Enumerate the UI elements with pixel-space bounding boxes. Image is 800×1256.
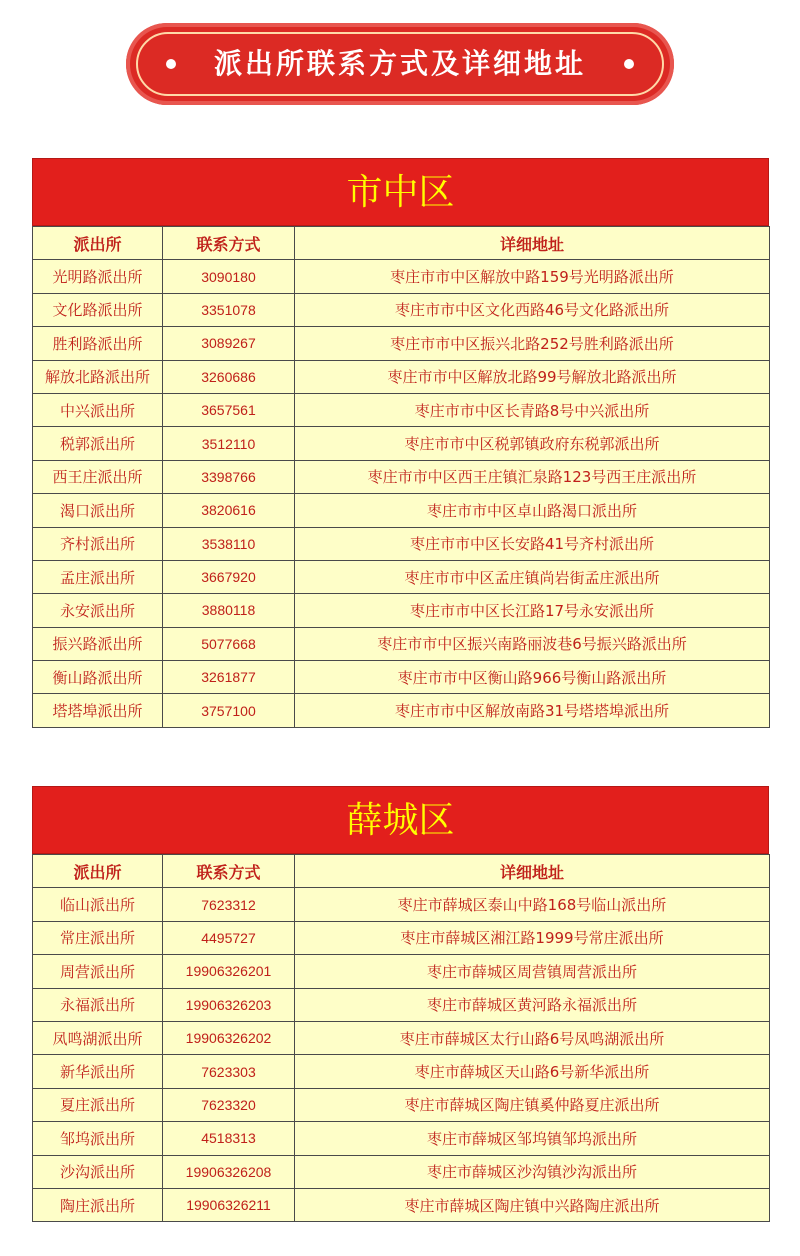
table-row	[33, 1188, 770, 1221]
column-header-station: 派出所	[33, 855, 163, 888]
phone-number: 19906326202	[163, 1021, 295, 1054]
phone-number: 3260686	[163, 360, 295, 393]
address: 枣庄市市中区衡山路966号衡山路派出所	[295, 661, 770, 694]
page-title: 派出所联系方式及详细地址	[213, 47, 586, 80]
title-banner	[126, 23, 674, 105]
phone-number: 3538110	[163, 527, 295, 560]
table-row	[33, 393, 770, 426]
phone-number: 3351078	[163, 293, 295, 326]
address: 枣庄市市中区解放中路159号光明路派出所	[295, 260, 770, 293]
address: 枣庄市市中区卓山路渴口派出所	[295, 494, 770, 527]
phone-number: 4495727	[163, 921, 295, 954]
station-name: 振兴路派出所	[33, 627, 163, 660]
table-row	[33, 1155, 770, 1188]
address: 枣庄市市中区长安路41号齐村派出所	[295, 527, 770, 560]
phone-number: 5077668	[163, 627, 295, 660]
table-row	[33, 888, 770, 921]
column-header-address: 详细地址	[295, 855, 770, 888]
phone-number: 3512110	[163, 427, 295, 460]
phone-number: 7623320	[163, 1088, 295, 1121]
table-row	[33, 594, 770, 627]
station-name: 永福派出所	[33, 988, 163, 1021]
phone-number: 4518313	[163, 1122, 295, 1155]
address: 枣庄市薛城区陶庄镇奚仲路夏庄派出所	[295, 1088, 770, 1121]
station-name: 税郭派出所	[33, 427, 163, 460]
table-row	[33, 694, 770, 727]
station-name: 胜利路派出所	[33, 327, 163, 360]
phone-number: 7623303	[163, 1055, 295, 1088]
station-name: 周营派出所	[33, 955, 163, 988]
phone-number: 3667920	[163, 560, 295, 593]
station-name: 孟庄派出所	[33, 560, 163, 593]
table-row	[33, 955, 770, 988]
station-name: 光明路派出所	[33, 260, 163, 293]
station-name: 夏庄派出所	[33, 1088, 163, 1121]
station-name: 永安派出所	[33, 594, 163, 627]
column-header-phone: 联系方式	[163, 855, 295, 888]
table-row	[33, 627, 770, 660]
table-row	[33, 460, 770, 493]
phone-number: 7623312	[163, 888, 295, 921]
table-row	[33, 1088, 770, 1121]
station-name: 渴口派出所	[33, 494, 163, 527]
station-name: 中兴派出所	[33, 393, 163, 426]
address: 枣庄市市中区西王庄镇汇泉路123号西王庄派出所	[295, 460, 770, 493]
phone-number: 3657561	[163, 393, 295, 426]
address: 枣庄市薛城区太行山路6号凤鸣湖派出所	[295, 1021, 770, 1054]
phone-number: 3820616	[163, 494, 295, 527]
table-row	[33, 1122, 770, 1155]
station-name: 新华派出所	[33, 1055, 163, 1088]
station-name: 西王庄派出所	[33, 460, 163, 493]
section-xuecheng	[32, 786, 769, 1222]
table-row	[33, 560, 770, 593]
table-row	[33, 360, 770, 393]
station-name: 邹坞派出所	[33, 1122, 163, 1155]
table-row	[33, 494, 770, 527]
column-header-station: 派出所	[33, 227, 163, 260]
phone-number: 3880118	[163, 594, 295, 627]
table-row	[33, 921, 770, 954]
table-row	[33, 988, 770, 1021]
station-name: 常庄派出所	[33, 921, 163, 954]
table-body	[33, 888, 770, 1222]
address: 枣庄市市中区长江路17号永安派出所	[295, 594, 770, 627]
table-row	[33, 293, 770, 326]
table-row	[33, 661, 770, 694]
table-row	[33, 527, 770, 560]
station-name: 衡山路派出所	[33, 661, 163, 694]
table-header-row	[33, 227, 770, 260]
station-name: 凤鸣湖派出所	[33, 1021, 163, 1054]
column-header-phone: 联系方式	[163, 227, 295, 260]
station-name: 齐村派出所	[33, 527, 163, 560]
section-title: 市中区	[32, 158, 769, 226]
station-name: 临山派出所	[33, 888, 163, 921]
table-header-row	[33, 855, 770, 888]
address: 枣庄市薛城区周营镇周营派出所	[295, 955, 770, 988]
address: 枣庄市薛城区沙沟镇沙沟派出所	[295, 1155, 770, 1188]
address: 枣庄市薛城区黄河路永福派出所	[295, 988, 770, 1021]
address: 枣庄市薛城区泰山中路168号临山派出所	[295, 888, 770, 921]
address: 枣庄市薛城区湘江路1999号常庄派出所	[295, 921, 770, 954]
section-title: 薛城区	[32, 786, 769, 854]
table-row	[33, 327, 770, 360]
station-name: 塔塔埠派出所	[33, 694, 163, 727]
table-row	[33, 260, 770, 293]
table-row	[33, 1021, 770, 1054]
column-header-address: 详细地址	[295, 227, 770, 260]
address: 枣庄市市中区振兴南路丽波巷6号振兴路派出所	[295, 627, 770, 660]
phone-number: 3757100	[163, 694, 295, 727]
station-name: 解放北路派出所	[33, 360, 163, 393]
phone-number: 3398766	[163, 460, 295, 493]
address: 枣庄市薛城区邹坞镇邹坞派出所	[295, 1122, 770, 1155]
station-name: 陶庄派出所	[33, 1188, 163, 1221]
phone-number: 19906326208	[163, 1155, 295, 1188]
station-table	[32, 226, 770, 728]
phone-number: 19906326203	[163, 988, 295, 1021]
station-table	[32, 854, 770, 1222]
address: 枣庄市市中区长青路8号中兴派出所	[295, 393, 770, 426]
phone-number: 19906326211	[163, 1188, 295, 1221]
address: 枣庄市市中区解放南路31号塔塔埠派出所	[295, 694, 770, 727]
address: 枣庄市市中区振兴北路252号胜利路派出所	[295, 327, 770, 360]
address: 枣庄市市中区孟庄镇尚岩街孟庄派出所	[295, 560, 770, 593]
phone-number: 3089267	[163, 327, 295, 360]
station-name: 沙沟派出所	[33, 1155, 163, 1188]
address: 枣庄市市中区解放北路99号解放北路派出所	[295, 360, 770, 393]
address: 枣庄市市中区文化西路46号文化路派出所	[295, 293, 770, 326]
station-name: 文化路派出所	[33, 293, 163, 326]
address: 枣庄市市中区税郭镇政府东税郭派出所	[295, 427, 770, 460]
address: 枣庄市薛城区天山路6号新华派出所	[295, 1055, 770, 1088]
section-shizhong	[32, 158, 769, 728]
phone-number: 3261877	[163, 661, 295, 694]
table-row	[33, 1055, 770, 1088]
table-row	[33, 427, 770, 460]
phone-number: 19906326201	[163, 955, 295, 988]
table-body	[33, 260, 770, 727]
phone-number: 3090180	[163, 260, 295, 293]
address: 枣庄市薛城区陶庄镇中兴路陶庄派出所	[295, 1188, 770, 1221]
